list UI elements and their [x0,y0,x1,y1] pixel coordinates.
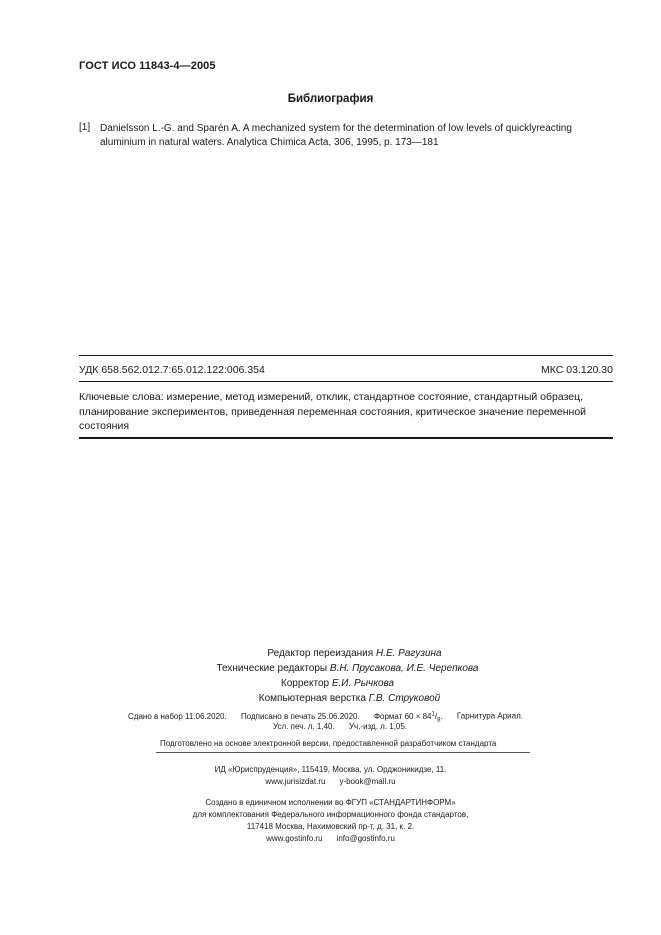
corrector-name: Е.И. Рычкова [331,678,395,689]
format-denominator: 8 [437,717,441,724]
layout-label: Компьютерная верстка [258,693,366,704]
publisher-contacts [0,776,661,788]
format-suffix: . [440,711,443,721]
producer-site[interactable]: www.gostinfo.ru [266,834,323,843]
submitted-date: Сдано в набор 11.06.2020. [128,711,227,721]
format-numerator: 1 [431,711,435,717]
mks-code: МКС 03.120.30 [541,364,613,376]
publisher-address: ИД «Юриспруденция», 115419, Москва, ул. Орджоникидзе, 11. [214,765,447,774]
producer-line-2: для комплектования Федерального информационного фонда стандартов, [192,810,469,819]
reference-text: Danielsson L.-G. and Sparén A. A mechanized system for the determination of low levels of quicklyreacting aluminium in natural waters. Analytica Chimica Acta, 306, 1995, p. 173—181 [100,123,572,148]
tech-editors-label: Технические редакторы [216,663,328,674]
divider-top [79,355,613,356]
producer-block [0,797,661,845]
bibliography-title: Библиография [287,93,374,105]
format-prefix: Формат 60 × 84 [373,711,432,721]
credit-layout [19,691,661,706]
producer-address: 117418 Москва, Нахимовский пр-т, д. 31, к. 2. [246,822,415,831]
udc-code: УДК 658.562.012.7:65.012.122:006.354 [79,364,265,376]
credit-editor [24,646,661,661]
producer-email[interactable]: info@gostinfo.ru [336,834,395,843]
producer-line-1: Создано в единичном исполнении во ФГУП «СТАНДАРТИНФОРМ» [205,798,456,807]
corrector-label: Корректор [280,678,330,689]
paper-format: Формат $60 \times 84^1/_8$. [373,711,443,724]
divider-bottom [79,437,613,439]
prepared-note: Подготовлено на основе электронной версии, предоставленной разработчиком стандарта [160,739,497,748]
publisher-block [0,764,661,788]
keywords: Ключевые слова: измерение, метод измерений, отклик, стандартное состояние, стандартный образец, планирование экспериментов, приведенная переменная состояния, критическое значение переменной состояния [79,391,587,432]
layout-name: Г.В. Струковой [368,693,441,704]
editor-name: Н.Е. Рагузина [375,648,442,659]
typeface: Гарнитура Ариал. [456,711,523,721]
publisher-site[interactable]: www.jurisizdat.ru [265,777,326,786]
credits-block [0,646,661,706]
credit-corrector [7,676,661,691]
publisher-email[interactable]: y-book@mail.ru [339,777,396,786]
reference-number: [1] [79,122,91,133]
editor-label: Редактор переиздания [267,648,374,659]
tech-editors-names: В.Н. Прусакова, И.Е. Черепкова [329,663,479,674]
publication-sheets: Уч.-изд. л. 1,05. [348,722,408,731]
print-info-line-2 [273,722,407,731]
document-id-header: ГОСТ ИСО 11843-4—2005 [79,60,216,72]
divider-print [156,752,530,753]
credit-tech-editors [17,661,661,676]
divider-middle [79,381,613,382]
signed-date: Подписано в печать 25.06.2020. [240,711,360,721]
producer-contacts [0,833,661,845]
print-sheets: Усл. печ. л. 1,40. [273,722,335,731]
